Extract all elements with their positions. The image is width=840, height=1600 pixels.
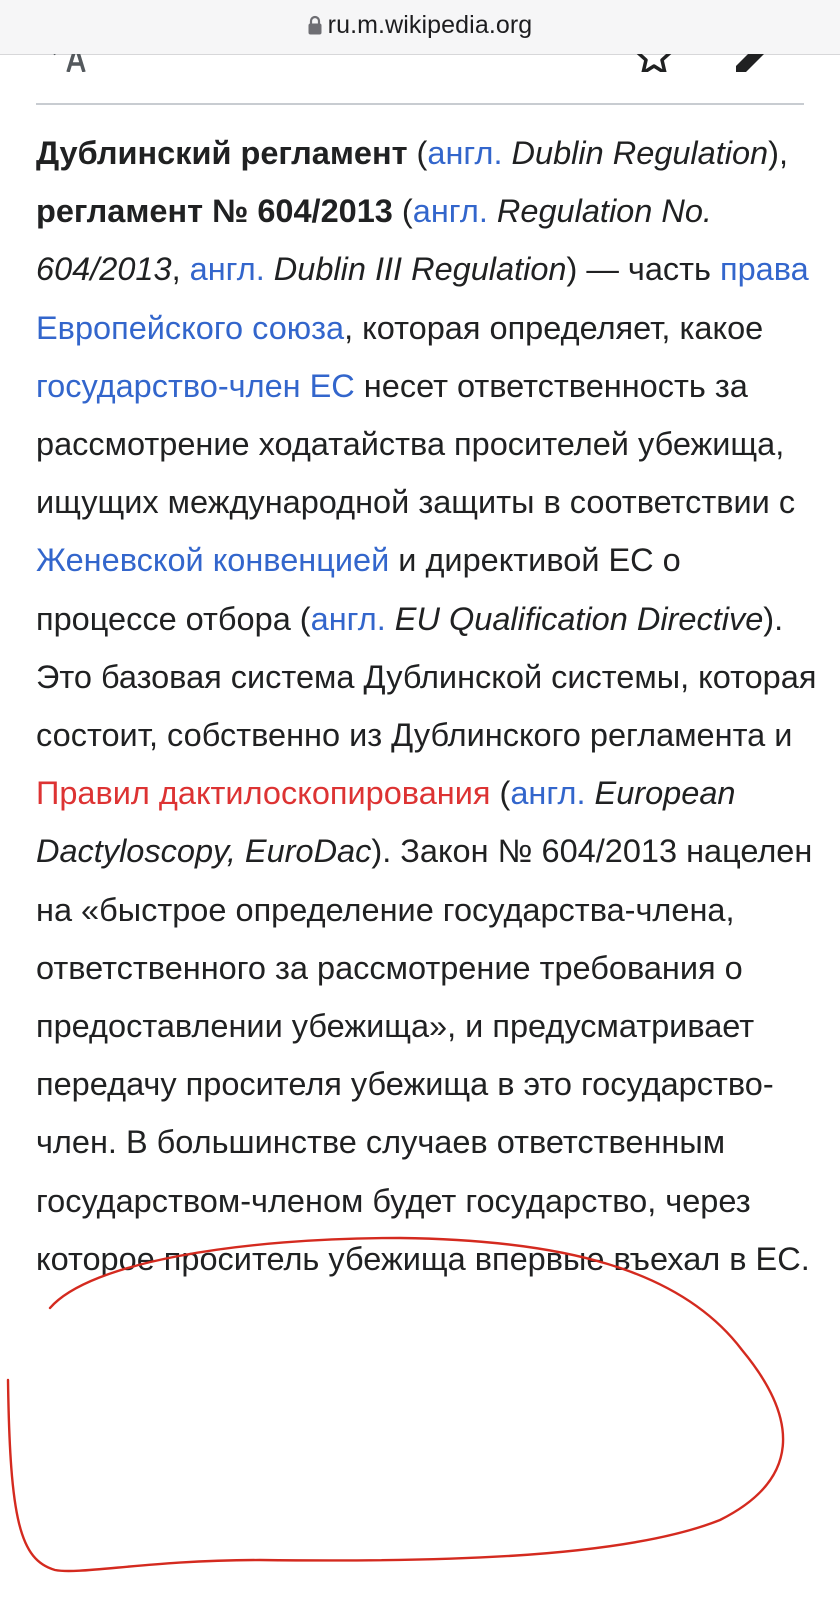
english-term: Dublin Regulation <box>502 135 769 171</box>
text-span: , <box>171 251 190 288</box>
fingerprinting-rules-redlink[interactable]: Правил дактилоскопирования <box>36 775 491 812</box>
lang-english-link[interactable]: англ. <box>427 135 503 171</box>
text-span: ( <box>407 135 428 171</box>
text-span: ( <box>392 193 413 230</box>
text-span: , которая определяет, какое <box>344 309 764 346</box>
text-span: и директивой ЕС о процессе отбора ( <box>36 542 681 637</box>
eu-member-state-link[interactable]: государство-член ЕС <box>36 367 355 404</box>
lang-english-link[interactable]: англ. <box>412 193 488 230</box>
text-span: ), <box>768 135 788 171</box>
text-span: ) — часть <box>566 251 720 288</box>
header-divider <box>36 103 804 105</box>
regulation-number-term: регламент № 604/2013 <box>36 193 393 230</box>
text-span: ( <box>490 775 511 812</box>
english-term: Regulation No. 604/2013 <box>36 193 712 288</box>
english-term: Dublin III Regulation <box>264 251 567 288</box>
lang-english-link[interactable]: англ. <box>189 251 265 288</box>
article-toolbar <box>0 54 840 72</box>
lang-english-link[interactable]: англ. <box>310 600 386 637</box>
address-bar[interactable] <box>0 0 840 55</box>
url-text: ru.m.wikipedia.org <box>327 10 533 39</box>
lang-english-link[interactable]: англ. <box>510 775 586 812</box>
text-span: несет ответственность за рассмотрение ходатайства просителей убежища, ищущих международной защиты в соответствии с <box>36 367 796 521</box>
english-term: EU Qualification Directive <box>385 600 764 637</box>
language-icon[interactable] <box>40 54 92 72</box>
article-lead-paragraph <box>36 124 826 1288</box>
star-icon[interactable] <box>634 54 674 72</box>
text-span: ). Закон № 604/2013 нацелен на «быстрое определение государства-члена, ответственного за рассмотрение требования о предоставлении убежища», и предусматривает передачу просителя убежища в это государство-член. В большинстве случаев ответственным государством-членом будет государство, через которое проситель убежища впервые въехал в ЕС. <box>36 833 813 1277</box>
eu-law-link[interactable]: права Европейского союза <box>36 251 809 346</box>
edit-icon[interactable] <box>732 54 772 72</box>
lock-icon <box>308 15 322 35</box>
article-title-term: Дублинский регламент <box>36 135 408 171</box>
geneva-convention-link[interactable]: Женевской конвенцией <box>36 542 390 579</box>
english-term: European Dactyloscopy, EuroDac <box>36 775 736 870</box>
text-span: ). Это базовая система Дублинской системы, которая состоит, собственно из Дублинского регламента и <box>36 600 817 754</box>
